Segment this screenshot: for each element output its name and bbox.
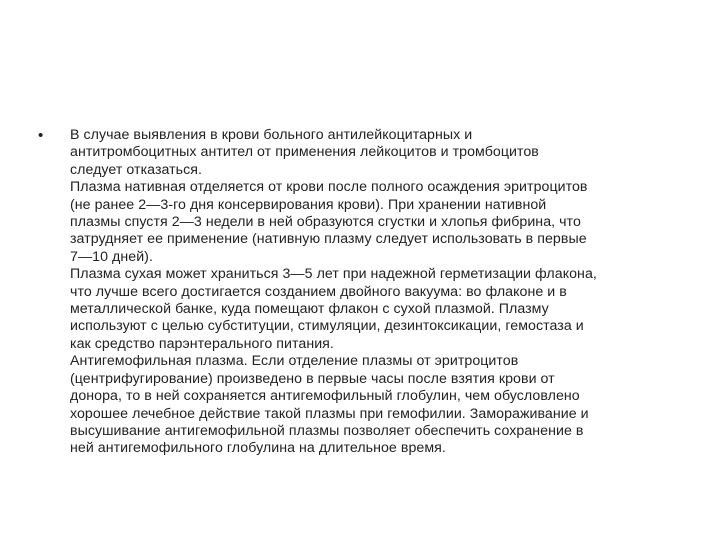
bullet-text [70, 127, 678, 458]
text-line: В случае выявления в крови больного антилейкоцитарных и [70, 127, 473, 143]
text-line: хорошее лечебное действие такой плазмы при гемофилии. Замораживание и [70, 405, 589, 422]
text-line: металлической банке, куда помещают флакон с сухой плазмой. Плазму [70, 301, 549, 318]
text-line: затрудняет ее применение (нативную плазму следует использовать в первые [70, 231, 587, 248]
text-line: плазмы спустя 2—3 недели в ней образуются сгустки и хлопья фибрина, что [70, 214, 581, 231]
bullet-dot-icon: • [38, 127, 44, 144]
text-line: что лучше всего достигается созданием двойного вакуума: во флаконе и в [70, 283, 567, 300]
text-line: Плазма нативная отделяется от крови после полного осаждения эритроцитов [70, 179, 588, 196]
text-line: антитромбоцитных антител от применения лейкоцитов и тромбоцитов [70, 144, 539, 161]
text-line: следует отказаться. [70, 161, 202, 178]
text-line: (не ранее 2—3-го дня консервирования крови). При хранении нативной [70, 196, 547, 213]
text-line: Антигемофильная плазма. Если отделение плазмы от эритроцитов [70, 353, 519, 370]
text-line: (центрифугирование) произведено в первые часы после взятия крови от [70, 370, 555, 387]
text-line: используют с целью субституции, стимуляции, дезинтоксикации, гемостаза и [70, 318, 584, 335]
text-line: как средство парэнтерального питания. [70, 335, 334, 352]
bullet-list [38, 127, 678, 458]
text-line: ней антигемофильного глобулина на длительное время. [70, 440, 446, 457]
text-line: высушивание антигемофильной плазмы позволяет обеспечить сохранение в [70, 422, 584, 439]
bullet-item [38, 127, 678, 458]
text-line: Плазма сухая может храниться 3—5 лет при надежной герметизации флакона, [70, 266, 597, 283]
text-line: 7—10 дней). [70, 248, 153, 265]
text-line: донора, то в ней сохраняется антигемофильный глобулин, чем обусловлено [70, 388, 580, 405]
